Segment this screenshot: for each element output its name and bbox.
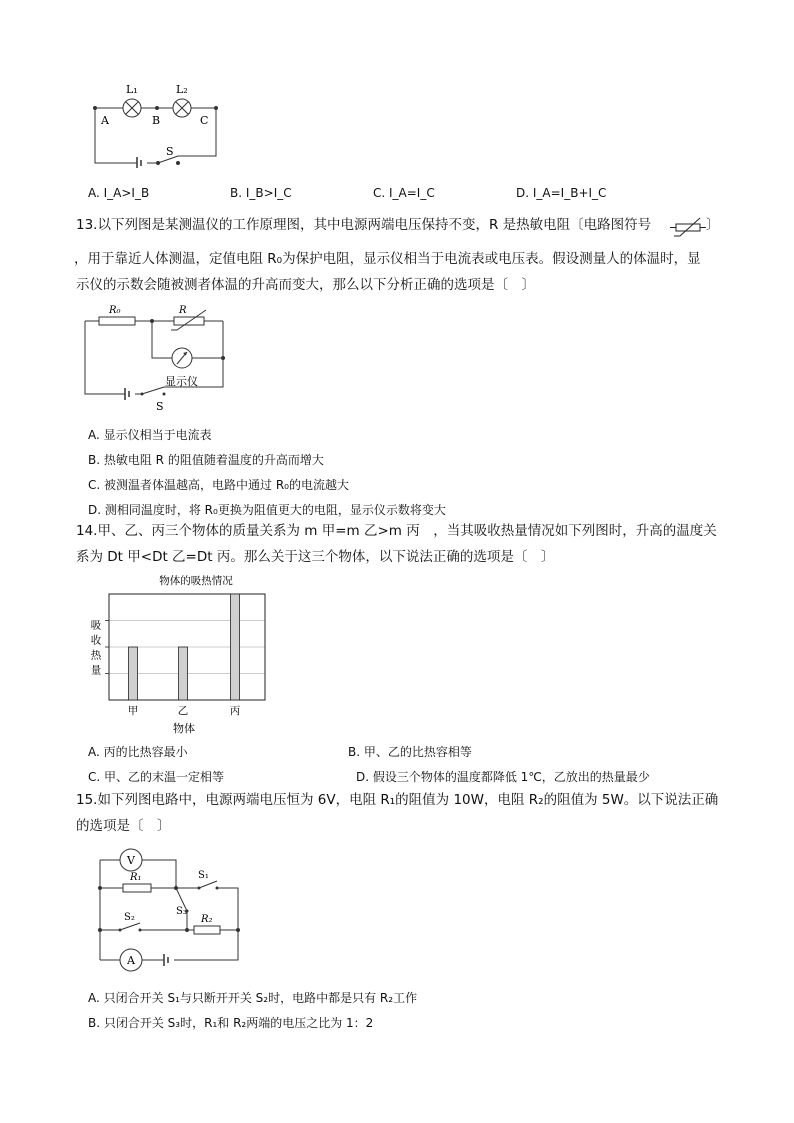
label-s3: S₃ xyxy=(176,906,187,917)
label-r1: R₁ xyxy=(130,872,142,883)
chart-title: 物体的吸热情况 xyxy=(159,575,233,587)
chart-y-axis-label-char: 吸 xyxy=(90,619,102,632)
label-c: C xyxy=(200,114,209,127)
q14-stem-line2: 系为 Dt 甲<Dt 乙=Dt 丙。那么关于这三个物体，以下说法正确的选项是〔 〕 xyxy=(76,549,555,565)
chart-x-tick-label: 丙 xyxy=(229,705,241,717)
label-s: S xyxy=(166,145,174,158)
ammeter-label: A xyxy=(127,954,135,967)
q15-option-b: B. 只闭合开关 S₃时，R₁和 R₂两端的电压之比为 1：2 xyxy=(88,1016,374,1030)
thermistor-symbol-icon xyxy=(670,215,706,239)
q14-option-b: B. 甲、乙的比热容相等 xyxy=(348,745,472,759)
q13-option-b: B. 热敏电阻 R 的阻值随着温度的升高而增大 xyxy=(88,453,324,467)
chart-x-tick-label: 乙 xyxy=(177,705,189,717)
chart-x-tick-label: 甲 xyxy=(127,705,139,717)
q13-option-c: C. 被测温者体温越高，电路中通过 R₀的电流越大 xyxy=(88,478,349,492)
q15-option-a: A. 只闭合开关 S₁与只断开开关 S₂时，电路中都是只有 R₂工作 xyxy=(88,991,418,1005)
label-switch: S xyxy=(156,400,164,413)
label-l2: L₂ xyxy=(176,83,188,96)
q12-option-d: D. I_A=I_B+I_C xyxy=(516,186,607,200)
chart-y-axis-label-char: 量 xyxy=(90,664,102,677)
q13-option-a: A. 显示仪相当于电流表 xyxy=(88,428,212,442)
label-r2: R₂ xyxy=(201,914,213,925)
chart-bar-1 xyxy=(129,647,138,700)
q12-option-a: A. I_A>I_B xyxy=(88,186,150,200)
q12-circuit xyxy=(88,80,223,168)
chart-y-axis-label-char: 热 xyxy=(90,649,102,662)
chart-bar-2 xyxy=(179,647,188,700)
q13-stem-line1: 13.以下列图是某测温仪的工作原理图，其中电源两端电压保持不变，R 是热敏电阻〔电路图符号 xyxy=(76,217,652,233)
q14-option-c: C. 甲、乙的末温一定相等 xyxy=(88,770,225,784)
chart-x-axis-label: 物体 xyxy=(173,722,195,735)
q13-stem-line1-end: 〕 xyxy=(706,217,720,233)
label-b: B xyxy=(152,114,161,127)
label-r0: R₀ xyxy=(109,305,121,316)
q15-stem-line2: 的选项是〔 〕 xyxy=(76,818,171,834)
chart-y-axis-label-char: 收 xyxy=(90,634,102,647)
q12-option-b: B. I_B>I_C xyxy=(230,186,292,200)
voltmeter-label: V xyxy=(127,854,135,867)
q13-circuit xyxy=(82,302,232,414)
label-display: 显示仪 xyxy=(165,375,198,388)
q13-stem-line2: ，用于靠近人体测温，定值电阻 R₀为保护电阻，显示仪相当于电流表或电压表。假设测量人的体温时，显 xyxy=(74,251,701,267)
q14-stem-line1: 14.甲、乙、丙三个物体的质量关系为 m 甲=m 乙>m 丙 ，当其吸收热量情况如下列图时，升高的温度关 xyxy=(76,523,717,539)
q13-option-d: D. 测相同温度时，将 R₀更换为阻值更大的电阻，显示仪示数将变大 xyxy=(88,503,446,517)
heat-absorption-chart xyxy=(86,572,276,738)
label-s1: S₁ xyxy=(198,870,209,881)
label-a: A xyxy=(101,114,109,127)
q12-option-c: C. I_A=I_C xyxy=(373,186,435,200)
q15-circuit xyxy=(90,848,250,974)
q14-option-a: A. 丙的比热容最小 xyxy=(88,745,188,759)
q15-stem-line1: 15.如下列图电路中，电源两端电压恒为 6V，电阻 R₁的阻值为 10W，电阻 R₂的阻值为 5W。以下说法正确 xyxy=(76,792,719,808)
label-l1: L₁ xyxy=(126,83,138,96)
chart-bar-3 xyxy=(231,594,240,700)
label-r: R xyxy=(179,305,187,316)
q14-option-d: D. 假设三个物体的温度都降低 1℃，乙放出的热量最少 xyxy=(356,770,650,784)
label-s2: S₂ xyxy=(124,912,135,923)
q13-stem-line3: 示仪的示数会随被测者体温的升高而变大，那么以下分析正确的选项是〔 〕 xyxy=(76,277,535,293)
